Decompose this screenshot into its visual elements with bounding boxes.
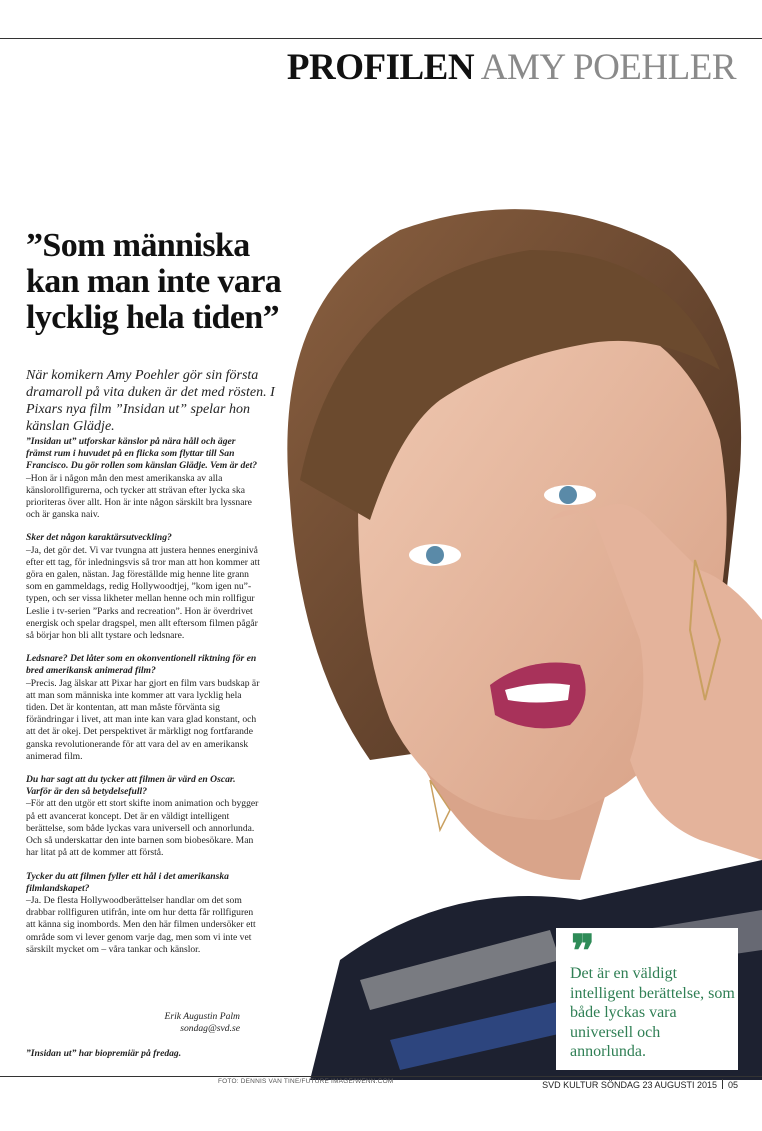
portrait-photo	[250, 0, 762, 1080]
ingress: När komikern Amy Poehler gör sin första dramaroll på vita duken är det med rösten. I Pixars nya film ”Insidan ut” spelar hon känslan Glädje.	[26, 368, 275, 434]
answer: –Ja. De flesta Hollywoodberättelser handlar om det som drabbar rollfiguren utifrån, inte om hur detta får rollfiguren att känna sig inombords. Men den här filmen undersöker ett område som vi lever genom varje dag, men som vi inte vet särskilt mycket om – våra tankar och känslor.	[26, 894, 256, 955]
author-email: sondag@svd.se	[180, 1023, 240, 1035]
article-body	[26, 436, 260, 956]
question: Ledsnare? Det låter som en okonventionell riktning för en bred amerikansk animerad film?	[26, 653, 257, 677]
photo-credit: FOTO: DENNIS VAN TINE/FUTURE IMAGE/WENN.COM	[218, 1078, 394, 1085]
quote-mark-icon: ❞	[571, 927, 595, 976]
premiere-note: ”Insidan ut” har biopremiär på fredag.	[26, 1048, 182, 1059]
question: Du har sagt att du tycker att filmen är värd en Oscar. Varför är den så betydelsefull?	[26, 774, 236, 798]
author-name: Erik Augustin Palm	[164, 1011, 240, 1022]
headline: ”Som människa kan man inte vara lycklig hela tiden”	[26, 227, 282, 336]
bottom-rule	[0, 1076, 762, 1077]
answer: –Hon är i någon mån den mest amerikanska av alla känslorollfigurerna, och tycker att strävan efter lycka ska prioriteras över allt. Hon är inte någon särskilt bra lyssnare och är ganska naiv.	[26, 472, 252, 521]
footer-divider	[722, 1079, 723, 1089]
page-number: 05	[727, 1080, 738, 1090]
answer: –Precis. Jag älskar att Pixar har gjort en film vars budskap är att man som människa inte kommer att vara lycklig hela tiden. Det är kontentan, att man måste förvänta sig förändringar i livet, att man inte kan vara glad konstant, och att det är okej. Det perspektivet är märkligt nog fortfarande ganska revolutionerande för att vara del av en amerikansk animerad film.	[26, 677, 260, 762]
profile-name: AMY POEHLER	[480, 47, 736, 88]
question: Sker det någon karaktärsutveckling?	[26, 532, 172, 544]
section-label: PROFILEN	[286, 47, 475, 88]
pullquote-box	[556, 928, 738, 1070]
byline	[120, 1011, 240, 1035]
page-footer	[542, 1079, 738, 1090]
pullquote-text: Det är en väldigt intelligent berättelse, som både lyckas vara universell och annorlunda.	[570, 965, 735, 1060]
question: Tycker du att filmen fyller ett hål i det amerikanska filmlandskapet?	[26, 870, 229, 894]
publication-line: SVD KULTUR SÖNDAG 23 AUGUSTI 2015	[542, 1080, 717, 1090]
answer: –Ja, det gör det. Vi var tvungna att justera hennes energinivå efter ett tag, för inledningsvis så tror man att hon kommer att göra en galen, nästan. Jag föreställde mig henne lite grann som en gammeldags, redig Hollywoodtjej, ”kom igen nu”-typen, och ser vissa likheter mellan henne och min rollfigur Leslie i tv-serien ”Parks and recreation”. Hon är överdrivet energisk och spelar dragspel, men allt eftersom filmen pågår så börjar hon bli allt tystare och ledsnare.	[26, 544, 260, 642]
question: ”Insidan ut” utforskar känslor på nära håll och äger främst rum i huvudet på en flicka som flyttar till San Francisco. Du gör rollen som känslan Glädje. Vem är det?	[26, 436, 258, 472]
answer: –För att den utgör ett stort skifte inom animation och bygger på ett avancerat koncept. Det är en väldigt intelligent berättelse, som både lyckas vara universell och annorlunda. Och så underskattar den inte barnen som biobesökare. Man har litat på att de kommer att förstå.	[26, 798, 259, 859]
